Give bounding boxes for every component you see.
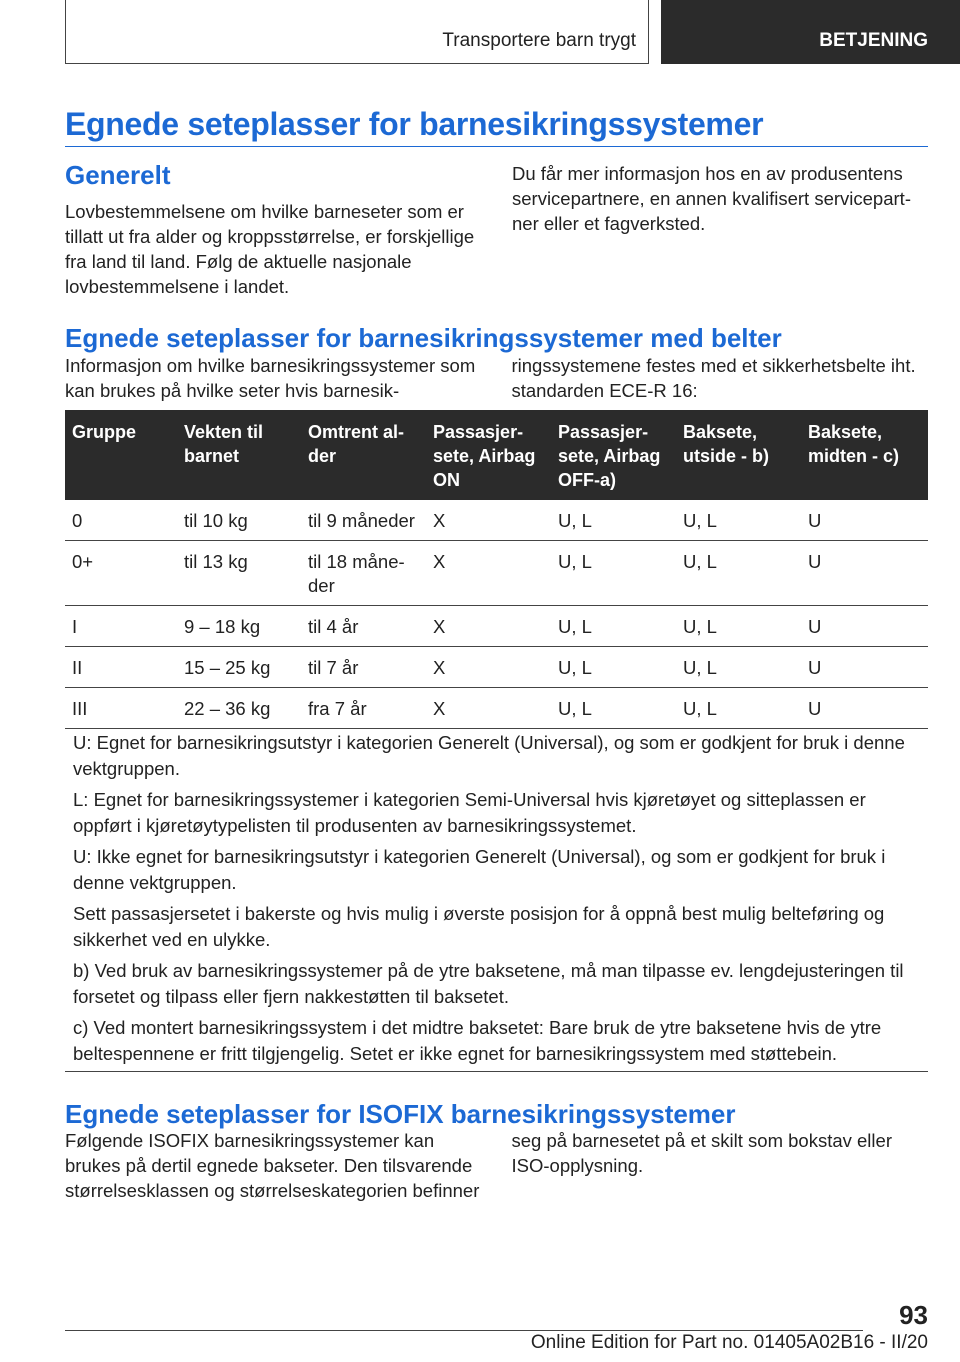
heading-general: Generelt	[65, 160, 171, 190]
table-cell: 0	[65, 500, 177, 541]
table-cell: 9 – 18 kg	[177, 606, 301, 647]
title-divider	[65, 146, 928, 147]
header-group: Gruppe	[65, 410, 177, 500]
table-cell: U, L	[551, 500, 676, 541]
table-cell: til 18 måneder	[301, 541, 426, 606]
table-cell: U	[801, 541, 928, 606]
header-age: Omtrent alder	[301, 410, 426, 500]
table-cell: 22 – 36 kg	[177, 688, 301, 729]
table-cell: U, L	[676, 541, 801, 606]
table-cell: X	[426, 606, 551, 647]
table-cell: I	[65, 606, 177, 647]
table-cell: U, L	[551, 688, 676, 729]
table-header-row	[65, 410, 928, 500]
table-cell: U, L	[676, 500, 801, 541]
table-cell: til 9 måneder	[301, 500, 426, 541]
table-row	[65, 500, 928, 541]
table-cell: U, L	[551, 541, 676, 606]
table-cell: U	[801, 500, 928, 541]
table-cell: til 13 kg	[177, 541, 301, 606]
table-cell: U, L	[676, 606, 801, 647]
chapter-tab	[661, 0, 960, 64]
table-row	[65, 541, 928, 606]
table-cell: 0+	[65, 541, 177, 606]
chapter-title: BETJENING	[819, 30, 928, 51]
header-rear-middle: Baksete, midten - c)	[801, 410, 928, 500]
isofix-paragraph: Følgende ISOFIX barnesikringssystemer kan brukes på dertil egnede bakseter. Den tilsvarende størrelsesklassen og størrelseskategorien befinner seg på barnesetet på et skilt som bokstav eller ISO-opplysning.	[65, 1130, 892, 1201]
general-left-paragraph: Lovbestemmelsene om hvilke barneseter som er tillatt ut fra alder og kroppsstørrelse, er forskjellige fra land til land. Følg de aktuelle nasjonale lovbestemmelsene i landet.	[65, 201, 475, 297]
table-cell: U	[801, 647, 928, 688]
header-passenger-airbag-on: Passasjersete, Airbag ON	[426, 410, 551, 500]
table-cell: X	[426, 500, 551, 541]
note-u: U: Egnet for barnesikringsutstyr i kategorien Generelt (Universal), og som er godkjent for bruk i denne vektgruppen.	[73, 732, 905, 779]
table-cell: III	[65, 688, 177, 729]
table-cell: U, L	[551, 647, 676, 688]
table-cell: U	[801, 606, 928, 647]
page-title: Egnede seteplasser for barnesikringssystemer	[65, 106, 764, 142]
table-cell: II	[65, 647, 177, 688]
table-cell: U, L	[676, 647, 801, 688]
page-number: 93	[899, 1300, 928, 1330]
belts-paragraph: Informasjon om hvilke barnesikringssystemer som kan brukes på hvilke seter hvis barnesikringssystemene festes med et sikkerhetsbelte iht. standarden ECE-R 16:	[65, 355, 916, 401]
header-weight: Vekten til barnet	[177, 410, 301, 500]
note-c: c) Ved montert barnesikringssystem i det midtre baksetet: Bare bruk de ytre baksetene hvis de ytre beltespennene er fritt tilgjengelig. Setet er ikke egnet for barnesikringssystem med støttebein.	[73, 1017, 882, 1064]
table-cell: U, L	[551, 606, 676, 647]
section-title: Transportere barn trygt	[442, 30, 636, 51]
section-tab	[65, 0, 649, 64]
table-cell: til 10 kg	[177, 500, 301, 541]
table-cell: fra 7 år	[301, 688, 426, 729]
footer-divider	[65, 1330, 863, 1331]
table-cell: U	[801, 688, 928, 729]
table-cell: U, L	[676, 688, 801, 729]
table-cell: til 7 år	[301, 647, 426, 688]
header-passenger-airbag-off: Passasjersete, Airbag OFF-a)	[551, 410, 676, 500]
note-u-not: U: Ikke egnet for barnesikringsutstyr i kategorien Generelt (Universal), og som er godkjent for bruk i denne vektgruppen.	[73, 846, 886, 893]
table-cell: X	[426, 647, 551, 688]
table-notes	[65, 722, 928, 1072]
note-a: Sett passasjersetet i bakerste og hvis mulig i øverste posisjon for å oppnå best mulig belteføring og sikkerhet ved en ulykke.	[73, 903, 885, 950]
edition-text: Online Edition for Part no. 01405A02B16 - II/20	[530, 1332, 928, 1353]
heading-belts: Egnede seteplasser for barnesikringssystemer med belter	[65, 323, 782, 353]
note-l: L: Egnet for barnesikringssystemer i kategorien Semi-Universal hvis kjøretøyet og sitteplassen er oppført i kjøretøytypelisten til produsenten av barnesikringssystemet.	[73, 789, 866, 836]
header-rear-outer: Baksete, utside - b)	[676, 410, 801, 500]
table-row	[65, 647, 928, 688]
child-seat-table	[65, 410, 928, 729]
table-cell: 15 – 25 kg	[177, 647, 301, 688]
heading-isofix: Egnede seteplasser for ISOFIX barnesikringssystemer	[65, 1099, 736, 1129]
table-cell: til 4 år	[301, 606, 426, 647]
table-cell: X	[426, 688, 551, 729]
table-cell: X	[426, 541, 551, 606]
note-b: b) Ved bruk av barnesikringssystemer på de ytre baksetene, må man tilpasse ev. lengdejusteringen til forsetet og tilpass eller fjern nakkestøtten til baksetet.	[73, 960, 904, 1007]
table-row	[65, 606, 928, 647]
page-header	[0, 0, 960, 66]
general-right-paragraph: Du får mer informasjon hos en av produsentens servicepartnere, en annen kvalifisert servicepartner eller et fagverksted.	[512, 163, 911, 234]
